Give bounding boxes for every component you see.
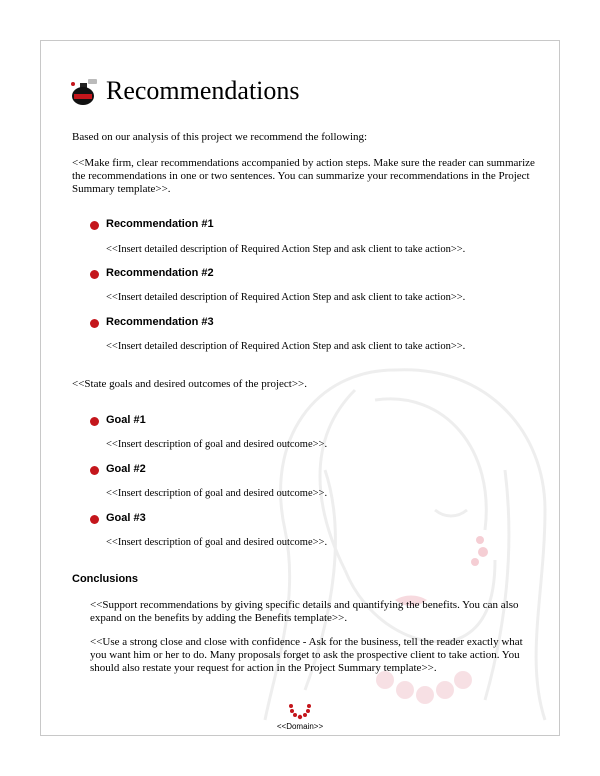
necklace-icon xyxy=(287,702,313,722)
recommendation-title: Recommendation #3 xyxy=(106,316,214,328)
goal-description: <<Insert description of goal and desired outcome>>. xyxy=(106,488,328,499)
goal-description: <<Insert description of goal and desired outcome>>. xyxy=(106,537,328,548)
recommendation-title: Recommendation #1 xyxy=(106,218,214,230)
intro-text: Based on our analysis of this project we recommend the following: xyxy=(72,131,368,143)
conclusions-paragraph: <<Use a strong close and close with confidence - Ask for the business, tell the reader exactly what you want him or her to do. Many proposals forget to ask the prospective client to take action. You should also restate your request for action in the Project Summary template>>. xyxy=(90,636,523,674)
red-dot-icon xyxy=(90,417,99,426)
goal-title: Goal #1 xyxy=(106,414,146,426)
footer xyxy=(0,700,600,740)
goal-title: Goal #2 xyxy=(106,463,146,475)
recommendation-description: <<Insert detailed description of Required Action Step and ask client to take action>>. xyxy=(106,244,466,255)
goal-description: <<Insert description of goal and desired outcome>>. xyxy=(106,439,328,450)
goals-intro: <<State goals and desired outcomes of the project>>. xyxy=(72,378,307,390)
red-dot-icon xyxy=(90,515,99,524)
recommendation-title: Recommendation #2 xyxy=(106,267,214,279)
conclusions-paragraph: <<Support recommendations by giving specific details and quantifying the benefits. You can also expand on the benefits by adding the Benefits template>>. xyxy=(90,599,519,624)
intro-instructions: <<Make firm, clear recommendations accompanied by action steps. Make sure the reader can summarize the recommendations in one or two sentences. You can summarize your recommendations in the Project Summary template>>. xyxy=(72,157,535,195)
red-dot-icon xyxy=(90,319,99,328)
recommendation-description: <<Insert detailed description of Required Action Step and ask client to take action>>. xyxy=(106,292,466,303)
perfume-bottle-icon xyxy=(70,78,100,106)
footer-domain: <<Domain>> xyxy=(276,722,324,731)
page-title: Recommendations xyxy=(106,76,300,105)
conclusions-heading: Conclusions xyxy=(72,573,139,585)
red-dot-icon xyxy=(90,270,99,279)
red-dot-icon xyxy=(90,221,99,230)
recommendation-description: <<Insert detailed description of Required Action Step and ask client to take action>>. xyxy=(106,341,466,352)
red-dot-icon xyxy=(90,466,99,475)
goal-title: Goal #3 xyxy=(106,512,146,524)
